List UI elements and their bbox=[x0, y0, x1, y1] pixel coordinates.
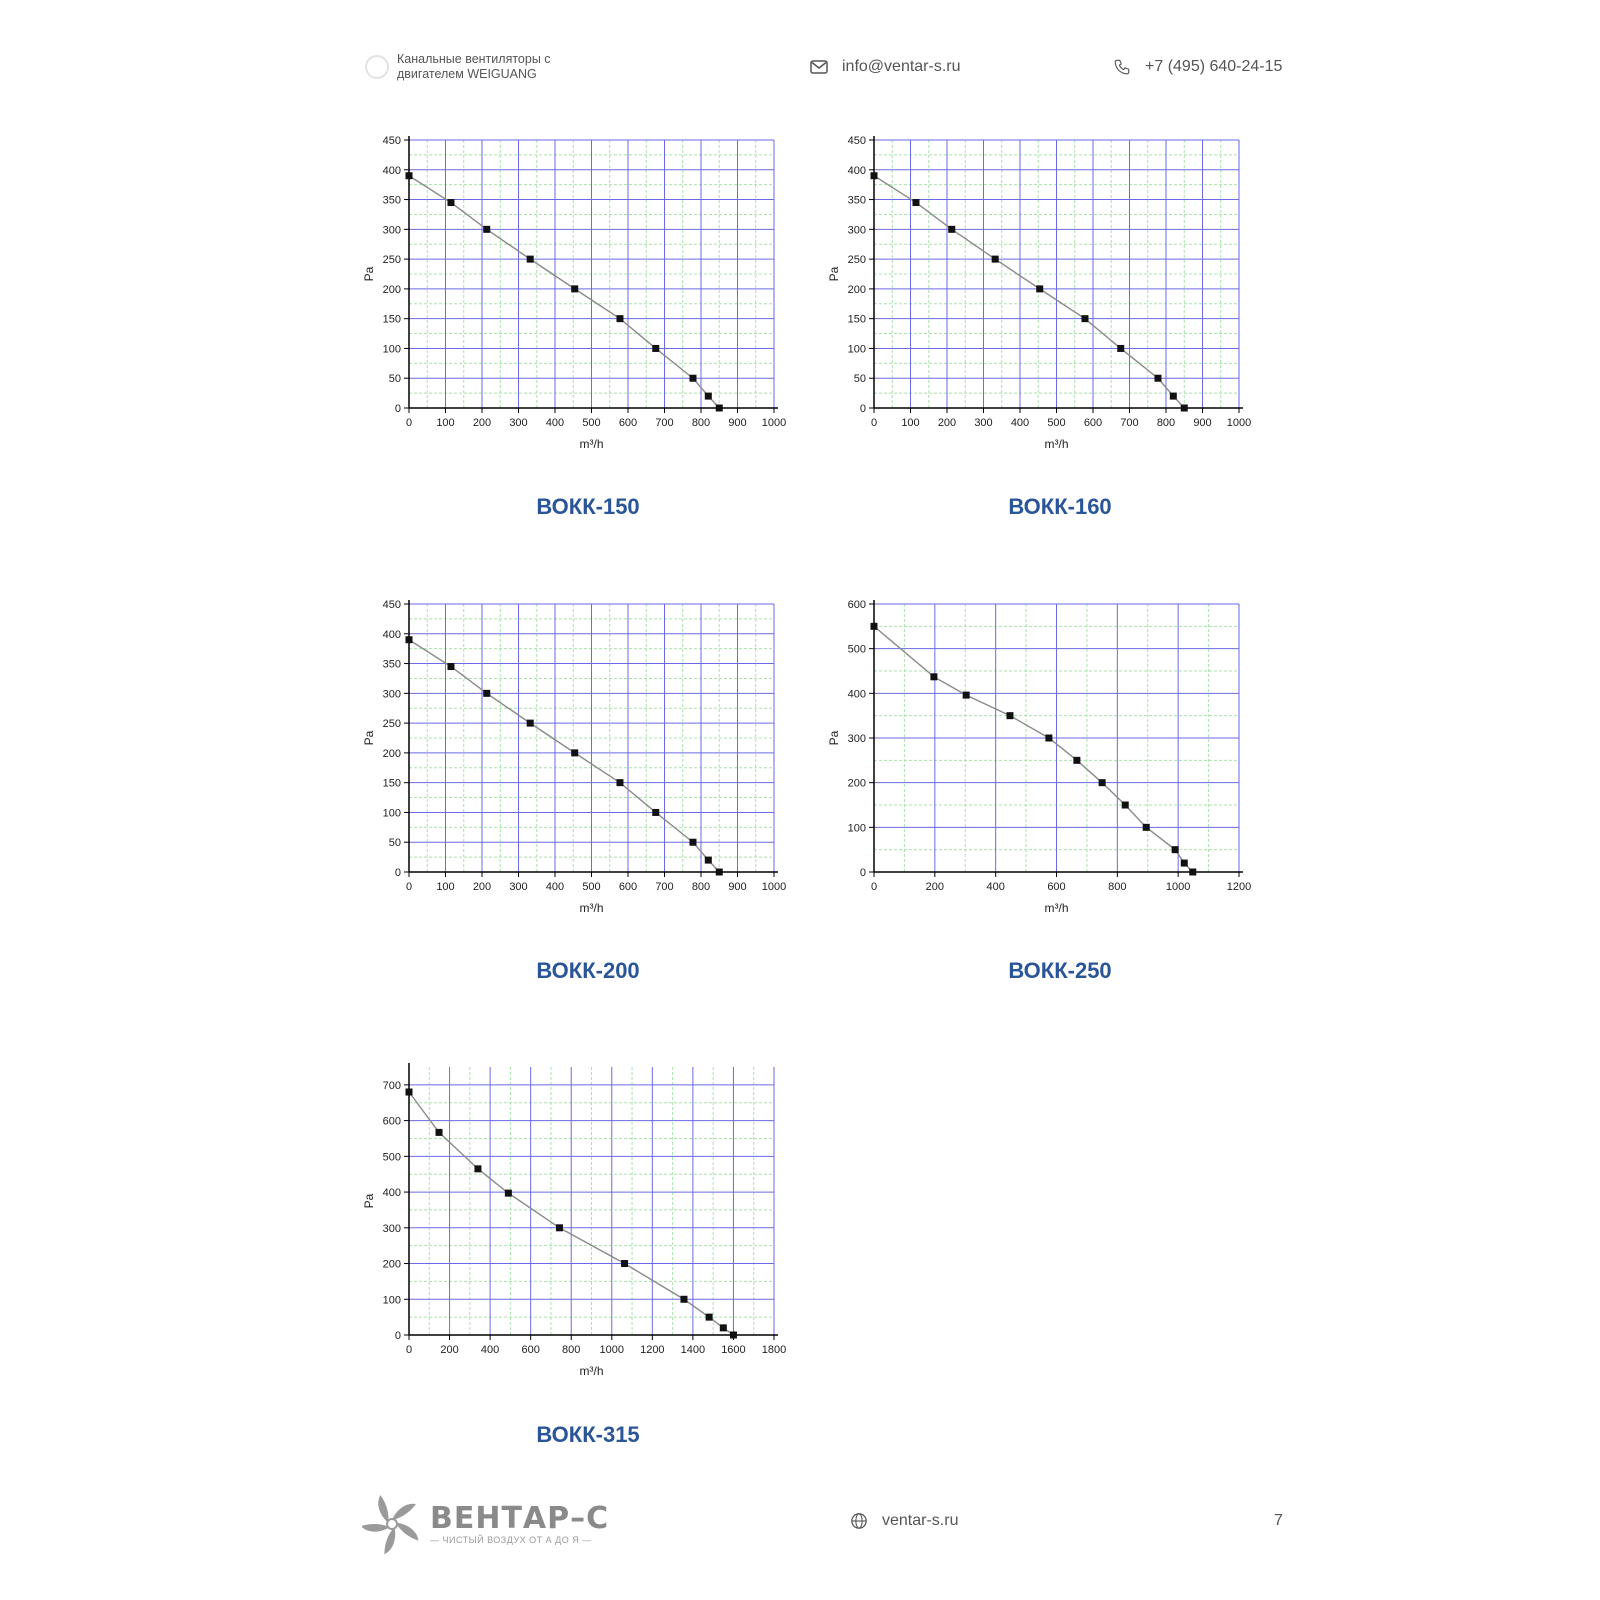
data-point bbox=[527, 256, 534, 263]
data-point bbox=[1006, 712, 1013, 719]
data-point bbox=[1143, 824, 1150, 831]
data-point bbox=[1117, 345, 1124, 352]
x-tick-label: 700 bbox=[655, 881, 674, 893]
data-point bbox=[1073, 757, 1080, 764]
data-point bbox=[1099, 779, 1106, 786]
chart-vokk-150-svg bbox=[355, 128, 815, 468]
x-tick-label: 1400 bbox=[680, 1344, 706, 1356]
y-tick-label: 0 bbox=[859, 867, 866, 879]
data-point bbox=[871, 623, 878, 630]
data-point bbox=[1172, 846, 1179, 853]
chart-caption: ВОКК-250 bbox=[1008, 958, 1112, 983]
data-point bbox=[689, 839, 696, 846]
data-point bbox=[406, 636, 413, 643]
data-point bbox=[652, 809, 659, 816]
data-point bbox=[483, 690, 490, 697]
data-point bbox=[1036, 285, 1043, 292]
x-tick-label: 700 bbox=[655, 417, 674, 429]
x-tick-label: 200 bbox=[472, 881, 492, 893]
chart-caption: ВОКК-150 bbox=[536, 494, 640, 519]
envelope-icon bbox=[810, 60, 828, 74]
y-axis-label: Pa bbox=[827, 730, 841, 746]
y-tick-label: 150 bbox=[382, 313, 401, 326]
x-tick-label: 0 bbox=[405, 1344, 413, 1356]
y-tick-label: 500 bbox=[382, 1151, 401, 1164]
phone-link[interactable]: +7 (495) 640-24-15 bbox=[1145, 58, 1283, 75]
data-point bbox=[527, 720, 534, 727]
y-tick-label: 0 bbox=[859, 403, 866, 415]
x-tick-label: 700 bbox=[1120, 417, 1139, 429]
series-line bbox=[874, 626, 1193, 872]
x-tick-label: 1000 bbox=[761, 881, 787, 893]
x-tick-label: 600 bbox=[521, 1344, 540, 1356]
y-tick-label: 400 bbox=[847, 164, 866, 177]
data-point bbox=[963, 692, 970, 699]
x-tick-label: 0 bbox=[405, 417, 413, 429]
x-tick-label: 800 bbox=[562, 1344, 581, 1356]
x-tick-label: 900 bbox=[1193, 417, 1212, 429]
data-point bbox=[930, 673, 937, 680]
x-tick-label: 600 bbox=[1047, 881, 1066, 893]
y-tick-label: 400 bbox=[382, 628, 401, 641]
y-tick-label: 200 bbox=[847, 777, 866, 790]
page-number: 7 bbox=[1274, 1512, 1283, 1529]
y-tick-label: 300 bbox=[847, 733, 866, 745]
x-axis-label: m³/h bbox=[579, 901, 604, 915]
x-tick-label: 100 bbox=[436, 881, 455, 893]
y-tick-label: 100 bbox=[847, 822, 866, 835]
data-point bbox=[871, 172, 878, 179]
data-point bbox=[447, 199, 454, 206]
y-tick-label: 450 bbox=[382, 135, 401, 147]
x-tick-label: 800 bbox=[1108, 881, 1127, 893]
x-tick-label: 300 bbox=[974, 417, 993, 429]
data-point bbox=[706, 1314, 713, 1321]
x-tick-label: 200 bbox=[440, 1344, 459, 1356]
y-tick-label: 200 bbox=[382, 747, 401, 760]
y-tick-label: 300 bbox=[382, 224, 401, 237]
x-tick-label: 1000 bbox=[1165, 881, 1191, 893]
y-tick-label: 100 bbox=[382, 343, 401, 356]
data-point bbox=[406, 1089, 413, 1096]
chart-vokk-250 bbox=[820, 592, 1280, 932]
data-point bbox=[571, 285, 578, 292]
y-tick-label: 150 bbox=[847, 313, 866, 326]
x-tick-label: 600 bbox=[1083, 417, 1103, 429]
chart-vokk-150 bbox=[355, 128, 815, 468]
x-tick-label: 1800 bbox=[761, 1344, 787, 1356]
x-tick-label: 1200 bbox=[1226, 881, 1252, 893]
series-line bbox=[874, 176, 1184, 408]
x-tick-label: 200 bbox=[937, 417, 957, 429]
x-tick-label: 100 bbox=[901, 417, 920, 429]
y-tick-label: 300 bbox=[382, 1222, 401, 1235]
series-line bbox=[409, 640, 719, 872]
y-axis-label: Pa bbox=[362, 1193, 376, 1209]
y-tick-label: 250 bbox=[847, 254, 866, 267]
y-tick-label: 400 bbox=[847, 688, 866, 701]
x-tick-label: 0 bbox=[405, 881, 413, 893]
y-tick-label: 400 bbox=[382, 164, 401, 177]
email-link[interactable]: info@ventar-s.ru bbox=[842, 58, 961, 75]
brand-slogan: — ЧИСТЫЙ ВОЗДУХ ОТ А ДО Я — bbox=[430, 1535, 592, 1545]
data-point bbox=[716, 405, 723, 412]
data-point bbox=[406, 172, 413, 179]
x-tick-label: 100 bbox=[436, 417, 455, 429]
y-axis-label: Pa bbox=[362, 730, 376, 746]
y-tick-label: 50 bbox=[388, 837, 401, 850]
data-point bbox=[720, 1324, 727, 1331]
y-tick-label: 500 bbox=[847, 643, 866, 656]
y-tick-label: 0 bbox=[394, 403, 401, 415]
website-link[interactable]: ventar-s.ru bbox=[882, 1512, 959, 1529]
data-point bbox=[1181, 405, 1188, 412]
data-point bbox=[1122, 802, 1129, 809]
x-tick-label: 200 bbox=[472, 417, 492, 429]
data-point bbox=[556, 1224, 563, 1231]
x-tick-label: 400 bbox=[1010, 417, 1030, 429]
y-tick-label: 50 bbox=[388, 373, 401, 386]
x-tick-label: 500 bbox=[582, 417, 601, 429]
header-brand bbox=[365, 52, 587, 82]
y-tick-label: 400 bbox=[382, 1187, 401, 1200]
data-point bbox=[912, 199, 919, 206]
chart-caption: ВОКК-200 bbox=[536, 958, 640, 983]
data-point bbox=[1189, 869, 1196, 876]
footer-brand bbox=[362, 1494, 609, 1554]
x-tick-label: 0 bbox=[870, 417, 878, 429]
data-point bbox=[447, 663, 454, 670]
header-email[interactable] bbox=[810, 58, 961, 76]
x-tick-label: 800 bbox=[1156, 417, 1176, 429]
chart-vokk-250-svg bbox=[820, 592, 1280, 932]
data-point bbox=[616, 779, 623, 786]
header-phone[interactable] bbox=[1113, 58, 1282, 76]
x-tick-label: 300 bbox=[509, 881, 528, 893]
y-tick-label: 700 bbox=[382, 1079, 401, 1092]
chart-vokk-160-svg bbox=[820, 128, 1280, 468]
x-tick-label: 600 bbox=[618, 417, 638, 429]
data-point bbox=[1081, 315, 1088, 322]
chart-caption: ВОКК-315 bbox=[536, 1422, 640, 1447]
x-tick-label: 900 bbox=[728, 881, 747, 893]
x-tick-label: 400 bbox=[480, 1344, 500, 1356]
x-tick-label: 400 bbox=[545, 881, 565, 893]
circle-logo-icon bbox=[365, 55, 389, 79]
x-tick-label: 1600 bbox=[721, 1344, 746, 1356]
x-tick-label: 900 bbox=[728, 417, 747, 429]
y-axis-label: Pa bbox=[827, 266, 841, 282]
x-tick-label: 1200 bbox=[640, 1344, 665, 1356]
x-tick-label: 500 bbox=[1047, 417, 1066, 429]
y-tick-label: 200 bbox=[382, 283, 401, 296]
y-tick-label: 200 bbox=[847, 283, 866, 296]
y-tick-label: 350 bbox=[382, 194, 401, 207]
y-tick-label: 50 bbox=[853, 373, 866, 386]
x-tick-label: 800 bbox=[691, 417, 711, 429]
footer-website[interactable] bbox=[850, 1512, 958, 1530]
y-tick-label: 450 bbox=[847, 135, 866, 147]
x-tick-label: 600 bbox=[618, 881, 638, 893]
data-point bbox=[948, 226, 955, 233]
data-point bbox=[1154, 375, 1161, 382]
y-axis-label: Pa bbox=[362, 266, 376, 282]
data-point bbox=[616, 315, 623, 322]
series-line bbox=[409, 176, 719, 408]
y-tick-label: 350 bbox=[847, 194, 866, 207]
y-tick-label: 200 bbox=[382, 1258, 401, 1271]
x-tick-label: 800 bbox=[691, 881, 711, 893]
x-tick-label: 1000 bbox=[1226, 417, 1252, 429]
data-point bbox=[680, 1296, 687, 1303]
y-tick-label: 450 bbox=[382, 599, 401, 611]
chart-vokk-200 bbox=[355, 592, 815, 932]
brand-name: ВЕНТАР–С bbox=[430, 1501, 610, 1536]
chart-vokk-315-svg bbox=[355, 1055, 815, 1395]
x-axis-label: m³/h bbox=[1044, 901, 1069, 915]
chart-vokk-160 bbox=[820, 128, 1280, 468]
data-point bbox=[716, 869, 723, 876]
y-tick-label: 250 bbox=[382, 254, 401, 267]
y-tick-label: 0 bbox=[394, 1330, 401, 1342]
x-tick-label: 1000 bbox=[761, 417, 787, 429]
data-point bbox=[505, 1190, 512, 1197]
data-point bbox=[436, 1129, 443, 1136]
x-tick-label: 400 bbox=[986, 881, 1005, 893]
y-tick-label: 350 bbox=[382, 658, 401, 671]
data-point bbox=[1045, 735, 1052, 742]
x-tick-label: 1000 bbox=[599, 1344, 625, 1356]
y-tick-label: 0 bbox=[394, 867, 401, 879]
x-axis-label: m³/h bbox=[579, 437, 604, 451]
x-tick-label: 200 bbox=[925, 881, 945, 893]
y-tick-label: 300 bbox=[847, 224, 866, 237]
y-tick-label: 100 bbox=[847, 343, 866, 356]
fan-logo-icon bbox=[362, 1494, 422, 1554]
x-axis-label: m³/h bbox=[1044, 437, 1069, 451]
data-point bbox=[705, 857, 712, 864]
data-point bbox=[474, 1165, 481, 1172]
data-point bbox=[705, 393, 712, 400]
data-point bbox=[992, 256, 999, 263]
phone-icon bbox=[1113, 58, 1131, 76]
data-point bbox=[652, 345, 659, 352]
data-point bbox=[621, 1260, 628, 1267]
data-point bbox=[571, 749, 578, 756]
data-point bbox=[1170, 393, 1177, 400]
y-tick-label: 300 bbox=[382, 688, 401, 701]
data-point bbox=[1181, 860, 1188, 867]
globe-icon bbox=[850, 1512, 868, 1530]
header-subtitle: Канальные вентиляторы с двигателем WEIGUANG bbox=[397, 52, 551, 81]
x-tick-label: 400 bbox=[545, 417, 565, 429]
data-point bbox=[483, 226, 490, 233]
chart-vokk-315 bbox=[355, 1055, 815, 1395]
x-tick-label: 500 bbox=[582, 881, 601, 893]
y-tick-label: 150 bbox=[382, 777, 401, 790]
chart-caption: ВОКК-160 bbox=[1008, 494, 1112, 519]
x-tick-label: 0 bbox=[870, 881, 878, 893]
x-axis-label: m³/h bbox=[579, 1364, 604, 1378]
y-tick-label: 100 bbox=[382, 1294, 401, 1307]
y-tick-label: 100 bbox=[382, 807, 401, 820]
y-tick-label: 600 bbox=[847, 599, 866, 611]
x-tick-label: 300 bbox=[509, 417, 528, 429]
y-tick-label: 250 bbox=[382, 718, 401, 731]
data-point bbox=[730, 1332, 737, 1339]
chart-vokk-200-svg bbox=[355, 592, 815, 932]
y-tick-label: 600 bbox=[382, 1115, 401, 1128]
data-point bbox=[689, 375, 696, 382]
